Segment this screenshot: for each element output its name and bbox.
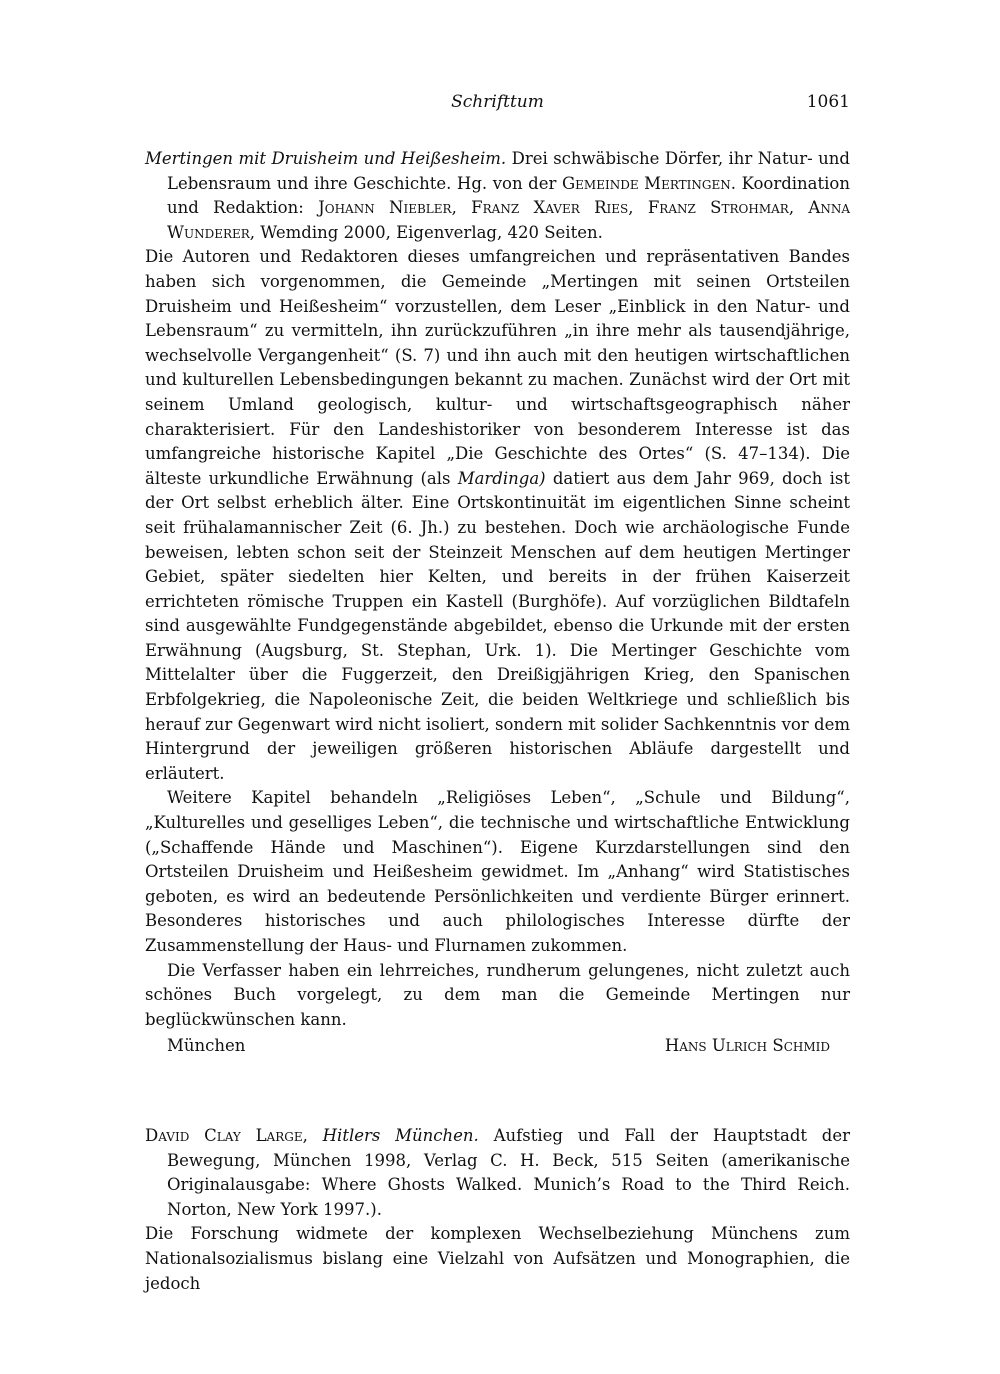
book-details: Aufstieg und Fall der Hauptstadt der Bewegung, München 1998, Verlag C. H. Beck, 515 Seiten (amerikanische Originalausgabe: Where Ghosts Walked. Munich’s Road to the Third Reich. Norton, New York 1997.). [167, 1126, 851, 1219]
imprint: , Wemding 2000, Eigenverlag, 420 Seiten. [249, 222, 603, 242]
italic-term: Mardinga) [457, 468, 546, 488]
paragraph-text: Die Autoren und Redaktoren dieses umfangreichen und repräsentativen Bandes haben sich vorgenommen, die Gemeinde „Mertingen mit seinen Ortsteilen Druisheim und Heißesheim“ vorzustellen, dem Leser „Einblick in den Natur- und Lebensraum“ zu vermitteln, ihn zurückzuführen „in ihre mehr als tausendjährige, wechselvolle Vergangenheit“ (S. 7) und ihn auch mit den heutigen wirtschaftlichen und kulturellen Lebensbedingungen bekannt zu machen. Zunächst wird der Ort mit seinem Umland geologisch, kultur- und wirtschaftsgeographisch näher charakterisiert. Für den Landeshistoriker von besonderem Interesse ist das umfangreiche historische Kapitel „Die Geschichte des Ortes“ (S. 47–134). Die älteste urkundliche Erwähnung (als [145, 247, 850, 488]
book-subtitle: Drei schwäbische Dörfer, ihr Natur- und Lebensraum und ihre Geschichte. Hg. von der [167, 149, 850, 193]
review-paragraph-1: Die Forschung widmete der komplexen Wechselbeziehung Münchens zum Nationalsozialismus bislang eine Vielzahl von Aufsätzen und Monographien, die jedoch [145, 1224, 850, 1293]
review-paragraph-3: Die Verfasser haben ein lehrreiches, rundherum gelungenes, nicht zuletzt auch schönes Buch vorgelegt, zu dem man die Gemeinde Mertingen nur beglückwünschen kann. [145, 960, 850, 1029]
review-paragraph-1 [145, 245, 850, 786]
reviewer-name: Hans Ulrich Schmid [664, 1036, 830, 1056]
separator: , [302, 1126, 323, 1145]
book-title: Mertingen mit Druisheim und Heißesheim. [145, 149, 507, 168]
editors: Johann Niebler, Franz Xaver Ries, Franz Strohmar, Anna Wunderer [167, 198, 850, 242]
signature-place: München [167, 1036, 246, 1056]
review-mertingen [145, 147, 850, 1060]
publisher: Gemeinde Mertingen [561, 173, 731, 193]
coordination-label: . Koordination und Redaktion: [167, 173, 850, 218]
paragraph-text: datiert aus dem Jahr 969, doch ist der Ort selbst erheblich älter. Eine Ortskontinuität im eigentlichen Sinne scheint seit frühalamannischer Zeit (6. Jh.) zu bestehen. Doch wie archäologische Funde beweisen, lebten schon seit der Steinzeit Menschen auf dem heutigen Mertinger Gebiet, später siedelten hier Kelten, und bereits in der frühen Kaiserzeit errichteten römische Truppen ein Kastell (Burghöfe). Auf vorzüglichen Bildtafeln sind ausgewählte Fundgegenstände abgebildet, ebenso die Urkunde mit der ersten Erwähnung (Augsburg, St. Stephan, Urk. 1). Die Mertinger Geschichte vom Mittelalter über die Fuggerzeit, den Dreißigjährigen Krieg, den Spanischen Erbfolgekrieg, die Napoleonische Zeit, die beiden Weltkriege und schließlich bis herauf zur Gegenwart wird nicht isoliert, sondern mit solider Sachkenntnis vor dem Hintergrund der jeweiligen größeren historischen Abläufe dargestellt und erläutert. [145, 468, 850, 783]
bibliographic-entry [145, 147, 850, 245]
review-signature [145, 1034, 850, 1060]
running-title: Schrifttum [451, 92, 544, 112]
bibliographic-entry [145, 1124, 850, 1222]
review-hitlers-muenchen [145, 1124, 850, 1296]
running-head [145, 92, 850, 122]
book-title: Hitlers München. [322, 1126, 479, 1145]
page-number: 1061 [806, 92, 850, 112]
book-author: David Clay Large [145, 1126, 303, 1145]
review-paragraph-2: Weitere Kapitel behandeln „Religiöses Leben“, „Schule und Bildung“, „Kulturelles und geselliges Leben“, die technische und wirtschaftliche Entwicklung („Schaffende Hände und Maschinen“). Eigene Kurzdarstellungen sind den Ortsteilen Druisheim und Heißesheim gewidmet. Im „Anhang“ wird Statistisches geboten, es wird an bedeutende Persönlichkeiten und verdiente Bürger erinnert. Besonderes historisches und auch philologisches Interesse dürfte der Zusammenstellung der Haus- und Flurnamen zukommen. [145, 788, 850, 955]
